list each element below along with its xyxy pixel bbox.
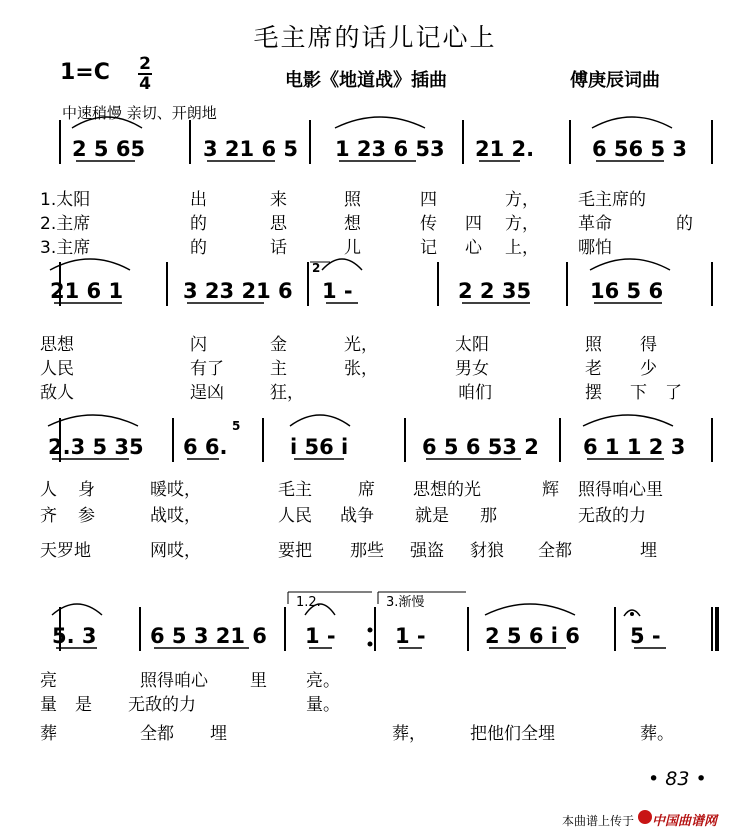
site-logo [638,810,652,824]
lyric-word: 光， [344,335,378,355]
lyric-word: 天罗地 [40,541,91,561]
lyric-word: 太阳 [455,335,489,355]
lyric-word: 强盗 [410,541,444,561]
song-source: 电影《地道战》插曲 [285,70,447,91]
slur-arc [290,415,350,426]
repeat-dot [368,642,373,647]
lyric-word: 人 [40,480,57,500]
lyric-word: 闪 [190,335,207,355]
slur-arc [72,117,142,128]
lyric-word: 人民 [40,359,74,379]
lyric-word: 埋 [640,541,657,561]
measure-notes: 21 6 1 [50,279,124,303]
measure-notes: 6 56 5 3 [592,137,687,161]
lyric-word: 少 [640,359,657,379]
lyric-word: 思想 [40,335,74,355]
lyric-word: 量。 [306,695,340,715]
site-name: 中国曲谱网 [652,814,718,829]
lyric-word: 四 [465,214,482,234]
tempo-marking: 中速稍慢 亲切、开朗地 [62,104,217,122]
lyric-word: 齐 [40,506,57,526]
lyric-word: 革命 [578,214,612,234]
measure-notes: 1 - [395,624,426,648]
lyric-word: 那 [480,506,497,526]
lyric-word: 得 [640,335,657,355]
lyric-word: 亮。 [306,671,340,691]
lyric-word: 四 [420,190,437,210]
lyric-word: 葬。 [640,724,674,744]
measure-notes: 6 5 6 53 2 [422,435,539,459]
lyric-word: 把他们全埋 [470,724,555,744]
key-signature: 1=C [60,60,110,85]
lyric-word: 照 [585,335,602,355]
page-number: • 83 • [648,768,707,790]
lyric-word: 人民 [278,506,312,526]
lyric-word: 里 [250,671,267,691]
slur-arc [485,604,575,615]
song-credit: 傅庚辰词曲 [570,70,660,91]
lyric-word: 传 [420,214,437,234]
lyric-word: 下 [630,383,647,403]
upload-note: 本曲谱上传于 [562,814,635,828]
lyric-word: 战哎， [150,506,201,526]
lyric-word: 儿 [344,238,361,258]
lyric-word: 葬 [40,724,57,744]
fermata-dot [630,612,634,616]
lyric-word: 暖哎， [150,480,201,500]
lyric-word: 狂， [270,383,304,403]
volta-label: 2 [312,261,321,275]
lyric-word: 战争 [340,506,374,526]
lyric-word: 豺狼 [470,541,504,561]
lyric-word: 毛主 [278,480,312,500]
lyric-word: 记 [420,238,437,258]
measure-notes: 5. 3 [52,624,97,648]
lyric-word: 参 [78,506,95,526]
lyric-word: 2.主席 [40,214,91,234]
measure-notes: 1 - [305,624,336,648]
lyric-word: 咱们 [458,383,492,403]
measure-notes: 5 - [630,624,661,648]
measure-notes: 6 1 1 2 3 [583,435,686,459]
measure-notes: 2.3 5 35 [48,435,144,459]
slur-arc [322,259,362,270]
lyric-word: 的 [190,238,207,258]
lyric-word: 的 [676,214,693,234]
lyric-word: 葬， [392,724,426,744]
grace-note: 5 [232,419,241,433]
slur-arc [592,117,672,128]
lyric-word: 摆 [585,383,602,403]
slur-arc [583,415,673,426]
lyric-word: 想 [344,214,361,234]
lyric-word: 金 [270,335,287,355]
lyric-word: 席 [358,480,375,500]
lyric-word: 哪怕 [578,238,612,258]
lyric-word: 出 [190,190,207,210]
lyric-word: 上， [505,238,539,258]
lyric-word: 的 [190,214,207,234]
lyric-word: 照得咱心里 [578,480,663,500]
lyric-word: 毛主席的 [578,190,646,210]
lyric-word: 照 [344,190,361,210]
measure-notes: 3 21 6 5 [203,137,298,161]
lyric-word: 要把 [278,541,312,561]
lyric-word: 埋 [210,724,227,744]
measure-notes: 2 5 6 i 6 [485,624,580,648]
lyric-word: 身 [78,480,95,500]
lyric-word: 3.主席 [40,238,91,258]
measure-notes: 21 2. [475,137,535,161]
lyric-word: 心 [465,238,482,258]
slur-arc [50,259,130,270]
slur-arc [48,415,138,426]
lyric-word: 就是 [415,506,449,526]
meter-top: 2 [139,54,151,74]
measure-notes: 6 6. [183,435,228,459]
lyric-word: 有了 [190,359,224,379]
lyric-word: 全都 [538,541,572,561]
measure-notes: 1 - [322,279,353,303]
lyric-word: 敌人 [40,383,74,403]
lyric-word: 照得咱心 [140,671,208,691]
lyric-word: 无敌的力 [578,506,646,526]
lyric-word: 辉 [542,480,559,500]
lyric-word: 方， [505,214,539,234]
lyric-word: 思 [270,214,287,234]
measure-notes: 16 5 6 [590,279,664,303]
lyric-word: 方， [505,190,539,210]
slur-arc [335,117,425,128]
meter-bottom: 4 [139,74,151,94]
lyric-word: 思想的光 [413,480,481,500]
lyric-word: 量 [40,695,57,715]
lyric-word: 是 [75,695,92,715]
lyric-word: 了 [665,383,682,403]
measure-notes: 3 23 21 6 [183,279,293,303]
measure-notes: i 56 i [290,435,349,459]
repeat-dot [368,628,373,633]
lyric-word: 网哎， [150,541,201,561]
lyric-word: 逞凶 [190,383,224,403]
slur-arc [590,259,670,270]
measure-notes: 6 5 3 21 6 [150,624,267,648]
lyric-word: 老 [585,359,602,379]
lyric-word: 亮 [40,671,57,691]
lyric-word: 主 [270,359,287,379]
lyric-word: 1.太阳 [40,190,91,210]
lyric-word: 无敌的力 [128,695,196,715]
volta-label: 3.渐慢 [386,595,425,610]
measure-notes: 2 5 65 [72,137,146,161]
lyric-word: 张， [344,359,378,379]
page-title: 毛主席的话儿记心上 [253,23,497,52]
lyric-word: 那些 [350,541,384,561]
measure-notes: 1 23 6 53 [335,137,445,161]
lyric-word: 男女 [455,359,489,379]
lyric-word: 来 [270,190,287,210]
lyric-word: 全都 [140,724,174,744]
lyric-word: 话 [270,238,287,258]
measure-notes: 2 2 35 [458,279,532,303]
volta-label: 1.2. [296,595,321,610]
